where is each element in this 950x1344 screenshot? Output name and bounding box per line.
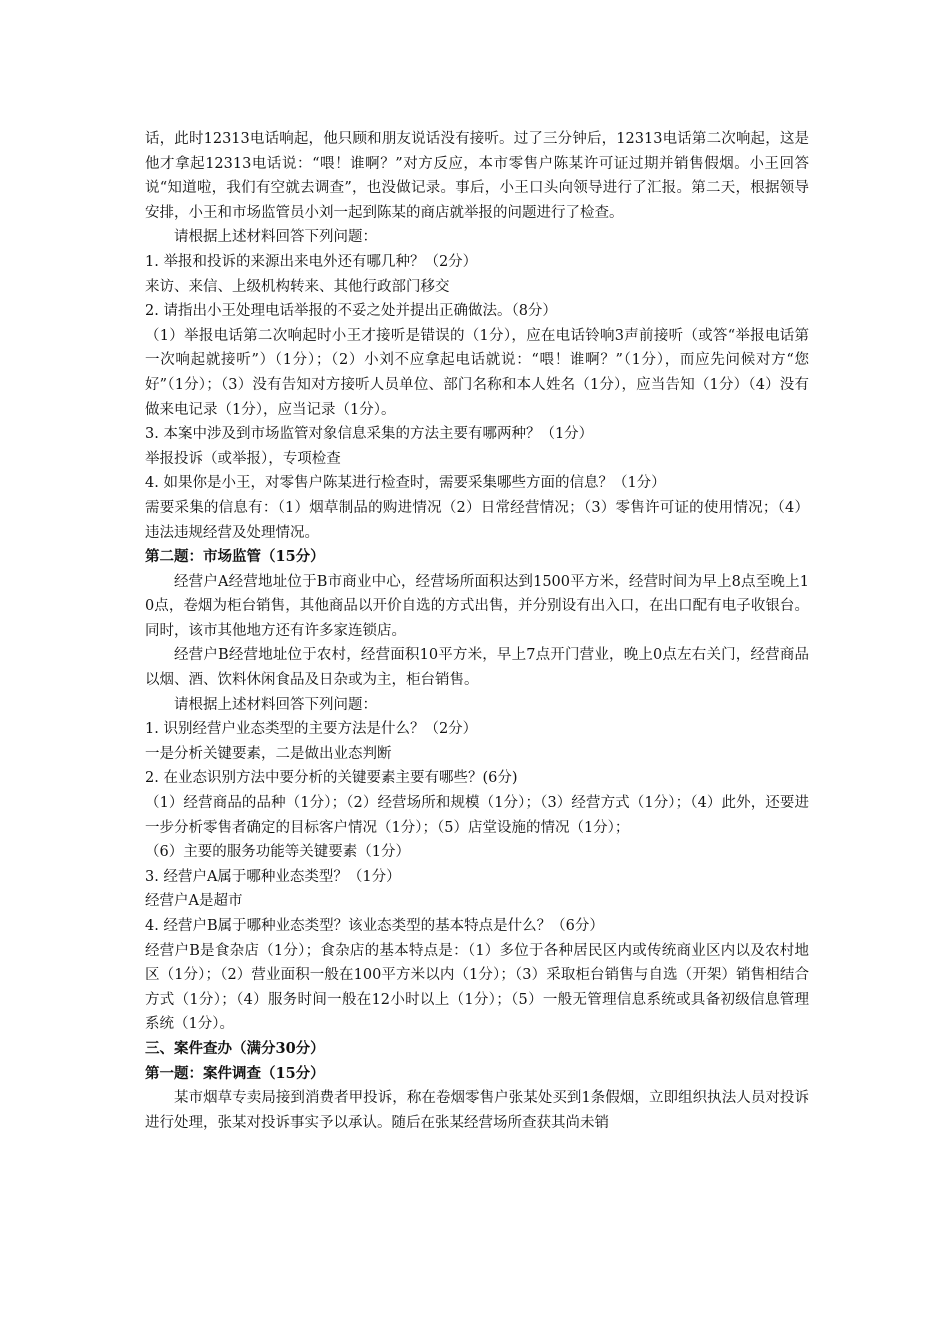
paragraph: 某市烟草专卖局接到消费者甲投诉，称在卷烟零售户张某处买到1条假烟，立即组织执法人员对投诉进行处理，张某对投诉事实予以承认。随后在张某经营场所查获其尚未销 [145,1090,809,1131]
paragraph: （1）经营商品的品种（1分）；（2）经营场所和规模（1分）；（3）经营方式（1分）；（4）此外，还要进一步分析零售者确定的目标客户情况（1分）；（5）店堂设施的情况（1分）； [145,795,809,836]
paragraph: 4. 经营户B属于哪种业态类型？该业态类型的基本特点是什么？（6分） [145,918,604,934]
paragraph: （1）举报电话第二次响起时小王才接听是错误的（1分），应在电话铃响3声前接听（或答“举报电话第一次响起就接听”）（1分）；（2）小刘不应拿起电话就说：“喂！谁啊？”（1分），而应先问候对方“您好”（1分）；（3）没有告知对方接听人员单位、部门名称和本人姓名（1分），应当告知（1分）（4）没有做来电记录（1分），应当记录（1分）。 [145,327,809,418]
paragraph: 话，此时12313电话响起，他只顾和朋友说话没有接听。过了三分钟后，12313电话第二次响起，这是他才拿起12313电话说：“喂！谁啊？”对方反应，本市零售户陈某许可证过期并销售假烟。小王回答说“知道啦，我们有空就去调查”，也没做记录。事后，小王口头向领导进行了汇报。第二天，根据领导安排，小王和市场监管员小刘一起到陈某的商店就举报的问题进行了检查。 [145,131,809,221]
paragraph: 请根据上述材料回答下列问题： [174,229,377,246]
paragraph: 3. 经营户A属于哪种业态类型？（1分） [145,868,401,885]
document-body [145,127,809,1135]
paragraph: 1. 举报和投诉的来源出来电外还有哪几种？（2分） [145,253,478,270]
paragraph: 1. 识别经营户业态类型的主要方法是什么？（2分） [145,721,478,738]
paragraph: 2. 请指出小王处理电话举报的不妥之处并提出正确做法。（8分） [145,303,557,320]
paragraph: 来访、来信、上级机构转来、其他行政部门移交 [145,278,450,295]
paragraph: （6）主要的服务功能等关键要素（1分） [145,844,410,861]
paragraph: 经营户A经营地址位于B市商业中心，经营场所面积达到1500平方米，经营时间为早上8点至晚上10点，卷烟为柜台销售，其他商品以开价自选的方式出售，并分别设有出入口，在出口配有电子收银台。同时，该市其他地方还有许多家连锁店。 [145,573,809,639]
paragraph: 需要采集的信息有：（1）烟草制品的购进情况（2）日常经营情况；（3）零售许可证的使用情况；（4）违法违规经营及处理情况。 [145,499,809,541]
paragraph: 2. 在业态识别方法中要分析的关键要素主要有哪些？(6分) [145,770,518,787]
section-heading: 三、案件查办（满分30分） [145,1039,325,1057]
paragraph: 3. 本案中涉及到市场监管对象信息采集的方法主要有哪两种？（1分） [145,426,594,443]
paragraph: 举报投诉（或举报），专项检查 [145,450,341,467]
section-heading: 第一题：案件调查（15分） [145,1064,325,1082]
paragraph: 经营户A是超市 [145,893,243,910]
paragraph: 请根据上述材料回答下列问题： [174,696,377,713]
paragraph: 经营户B是食杂店（1分）；食杂店的基本特点是：（1）多位于各种居民区内或传统商业区内以及农村地区（1分）；（2）营业面积一般在100平方米以内（1分）；（3）采取柜台销售与自选（开架）销售相结合方式（1分）；（4）服务时间一般在12小时以上（1分）；（5）一般无管理信息系统或具备初级信息管理系统（1分）。 [145,942,809,1033]
paragraph: 4. 如果你是小王，对零售户陈某进行检查时，需要采集哪些方面的信息？（1分） [145,475,666,492]
paragraph: 一是分析关键要素，二是做出业态判断 [145,745,392,762]
paragraph: 经营户B经营地址位于农村，经营面积10平方米，早上7点开门营业，晚上0点左右关门，经营商品以烟、酒、饮料休闲食品及日杂或为主，柜台销售。 [145,647,809,689]
section-heading: 第二题：市场监管（15分） [145,548,325,566]
